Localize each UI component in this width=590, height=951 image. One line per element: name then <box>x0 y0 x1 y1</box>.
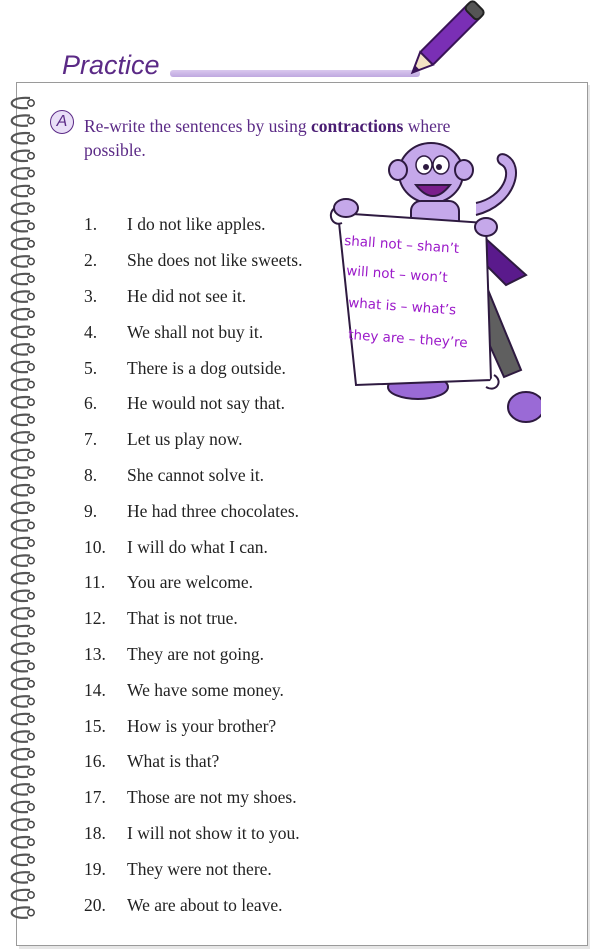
sentence-text: We shall not buy it. <box>127 321 264 342</box>
sentence-number: 4. <box>84 321 98 342</box>
spiral-hole <box>28 698 34 704</box>
spiral-hole <box>28 205 34 211</box>
spiral-hole <box>28 593 34 599</box>
sentence-number: 12. <box>84 608 106 629</box>
spiral-hole <box>28 276 34 282</box>
spiral-hole <box>28 874 34 880</box>
sentence-item <box>84 458 302 494</box>
spiral-hole <box>28 892 34 898</box>
exercise-letter: A <box>50 110 74 134</box>
sentence-number: 13. <box>84 643 106 664</box>
sentence-text: He did not see it. <box>127 285 247 306</box>
sentence-number: 5. <box>84 357 98 378</box>
sentence-text: She does not like sweets. <box>127 250 303 271</box>
spiral-hole <box>28 610 34 616</box>
sentence-text: I do not like apples. <box>127 214 266 235</box>
spiral-hole <box>28 135 34 141</box>
sentence-item <box>84 637 302 673</box>
spiral-hole <box>28 821 34 827</box>
sentence-item <box>84 493 302 529</box>
spiral-hole <box>28 452 34 458</box>
sentence-text: There is a dog outside. <box>127 357 286 378</box>
spiral-hole <box>28 505 34 511</box>
spiral-hole <box>28 575 34 581</box>
spiral-hole <box>28 769 34 775</box>
sentence-number: 3. <box>84 285 98 306</box>
sentence-item <box>84 565 302 601</box>
spiral-hole <box>28 751 34 757</box>
spiral-hole <box>28 857 34 863</box>
spiral-hole <box>28 909 34 915</box>
title-underline <box>170 70 420 77</box>
sentence-number: 10. <box>84 536 106 557</box>
sentence-number: 18. <box>84 822 106 843</box>
spiral-hole <box>28 364 34 370</box>
spiral-hole <box>28 540 34 546</box>
sentence-number: 6. <box>84 393 98 414</box>
scroll-line-4: they are – they’re <box>347 327 469 352</box>
spiral-hole <box>28 241 34 247</box>
sentence-number: 16. <box>84 751 106 772</box>
spiral-hole <box>28 346 34 352</box>
sentence-item <box>84 386 302 422</box>
sentence-item <box>84 672 302 708</box>
sentence-text: They were not there. <box>127 858 272 879</box>
spiral-hole <box>28 223 34 229</box>
sentence-number: 1. <box>84 214 98 235</box>
spiral-hole <box>28 153 34 159</box>
scroll-line-1: shall not – shan’t <box>343 233 460 258</box>
sentence-list <box>84 207 302 923</box>
spiral-hole <box>28 786 34 792</box>
spiral-hole <box>28 522 34 528</box>
spiral-hole <box>28 487 34 493</box>
sentence-text: How is your brother? <box>127 715 277 736</box>
spiral-hole <box>28 434 34 440</box>
sentence-text: We have some money. <box>127 679 284 700</box>
instruction-text: Re-write the sentences by using contractions where possible. <box>84 116 451 160</box>
spiral-hole <box>28 628 34 634</box>
page-title: Practice <box>62 50 160 80</box>
monkey-illustration <box>326 135 541 425</box>
spiral-hole <box>28 645 34 651</box>
sentence-item <box>84 708 302 744</box>
sentence-item <box>84 314 302 350</box>
sentence-text: They are not going. <box>127 643 265 664</box>
spiral-hole <box>28 681 34 687</box>
sentence-item <box>84 529 302 565</box>
sentence-item <box>84 243 302 279</box>
spiral-hole <box>28 469 34 475</box>
sentence-item <box>84 601 302 637</box>
spiral-hole <box>28 663 34 669</box>
sentence-text: You are welcome. <box>127 572 254 593</box>
sentence-text: He had three chocolates. <box>127 500 300 521</box>
spiral-hole <box>28 716 34 722</box>
sentence-number: 11. <box>84 572 106 593</box>
spiral-hole <box>28 557 34 563</box>
spiral-hole <box>28 170 34 176</box>
sentence-text: Those are not my shoes. <box>127 787 297 808</box>
sentence-item <box>84 422 302 458</box>
scroll-line-2: will not – won’t <box>345 263 449 287</box>
sentence-text: What is that? <box>127 751 220 772</box>
spiral-hole <box>28 293 34 299</box>
sentence-text: He would not say that. <box>127 393 285 414</box>
spiral-hole <box>28 804 34 810</box>
sentence-item <box>84 851 302 887</box>
sentence-item <box>84 780 302 816</box>
spiral-binding <box>0 90 44 930</box>
sentence-number: 14. <box>84 679 106 700</box>
sentence-number: 17. <box>84 787 106 808</box>
spiral-hole <box>28 117 34 123</box>
sentence-text: I will do what I can. <box>127 536 268 557</box>
sentence-number: 2. <box>84 250 98 271</box>
sentence-text: She cannot solve it. <box>127 464 265 485</box>
sentence-text: I will not show it to you. <box>127 822 300 843</box>
instruction-keyword: contractions <box>310 116 404 136</box>
sentence-number: 15. <box>84 715 106 736</box>
sentence-item <box>84 279 302 315</box>
spiral-hole <box>28 311 34 317</box>
sentence-item <box>84 887 302 923</box>
scroll-line-3: what is – what’s <box>347 295 457 319</box>
pencil-icon <box>395 0 485 90</box>
sentence-item <box>84 207 302 243</box>
spiral-hole <box>28 733 34 739</box>
spiral-hole <box>28 417 34 423</box>
sentence-number: 9. <box>84 500 98 521</box>
sentence-number: 7. <box>84 429 98 450</box>
sentence-item <box>84 744 302 780</box>
spiral-hole <box>28 100 34 106</box>
sentence-item <box>84 350 302 386</box>
spiral-hole <box>28 329 34 335</box>
spiral-hole <box>28 839 34 845</box>
sentence-text: That is not true. <box>127 608 238 629</box>
spiral-hole <box>28 258 34 264</box>
sentence-text: Let us play now. <box>127 429 243 450</box>
spiral-hole <box>28 381 34 387</box>
sentence-number: 20. <box>84 894 106 915</box>
spiral-hole <box>28 399 34 405</box>
sentence-text: We are about to leave. <box>127 894 283 915</box>
sentence-number: 19. <box>84 858 106 879</box>
sentence-item <box>84 816 302 852</box>
spiral-hole <box>28 188 34 194</box>
sentence-number: 8. <box>84 464 98 485</box>
